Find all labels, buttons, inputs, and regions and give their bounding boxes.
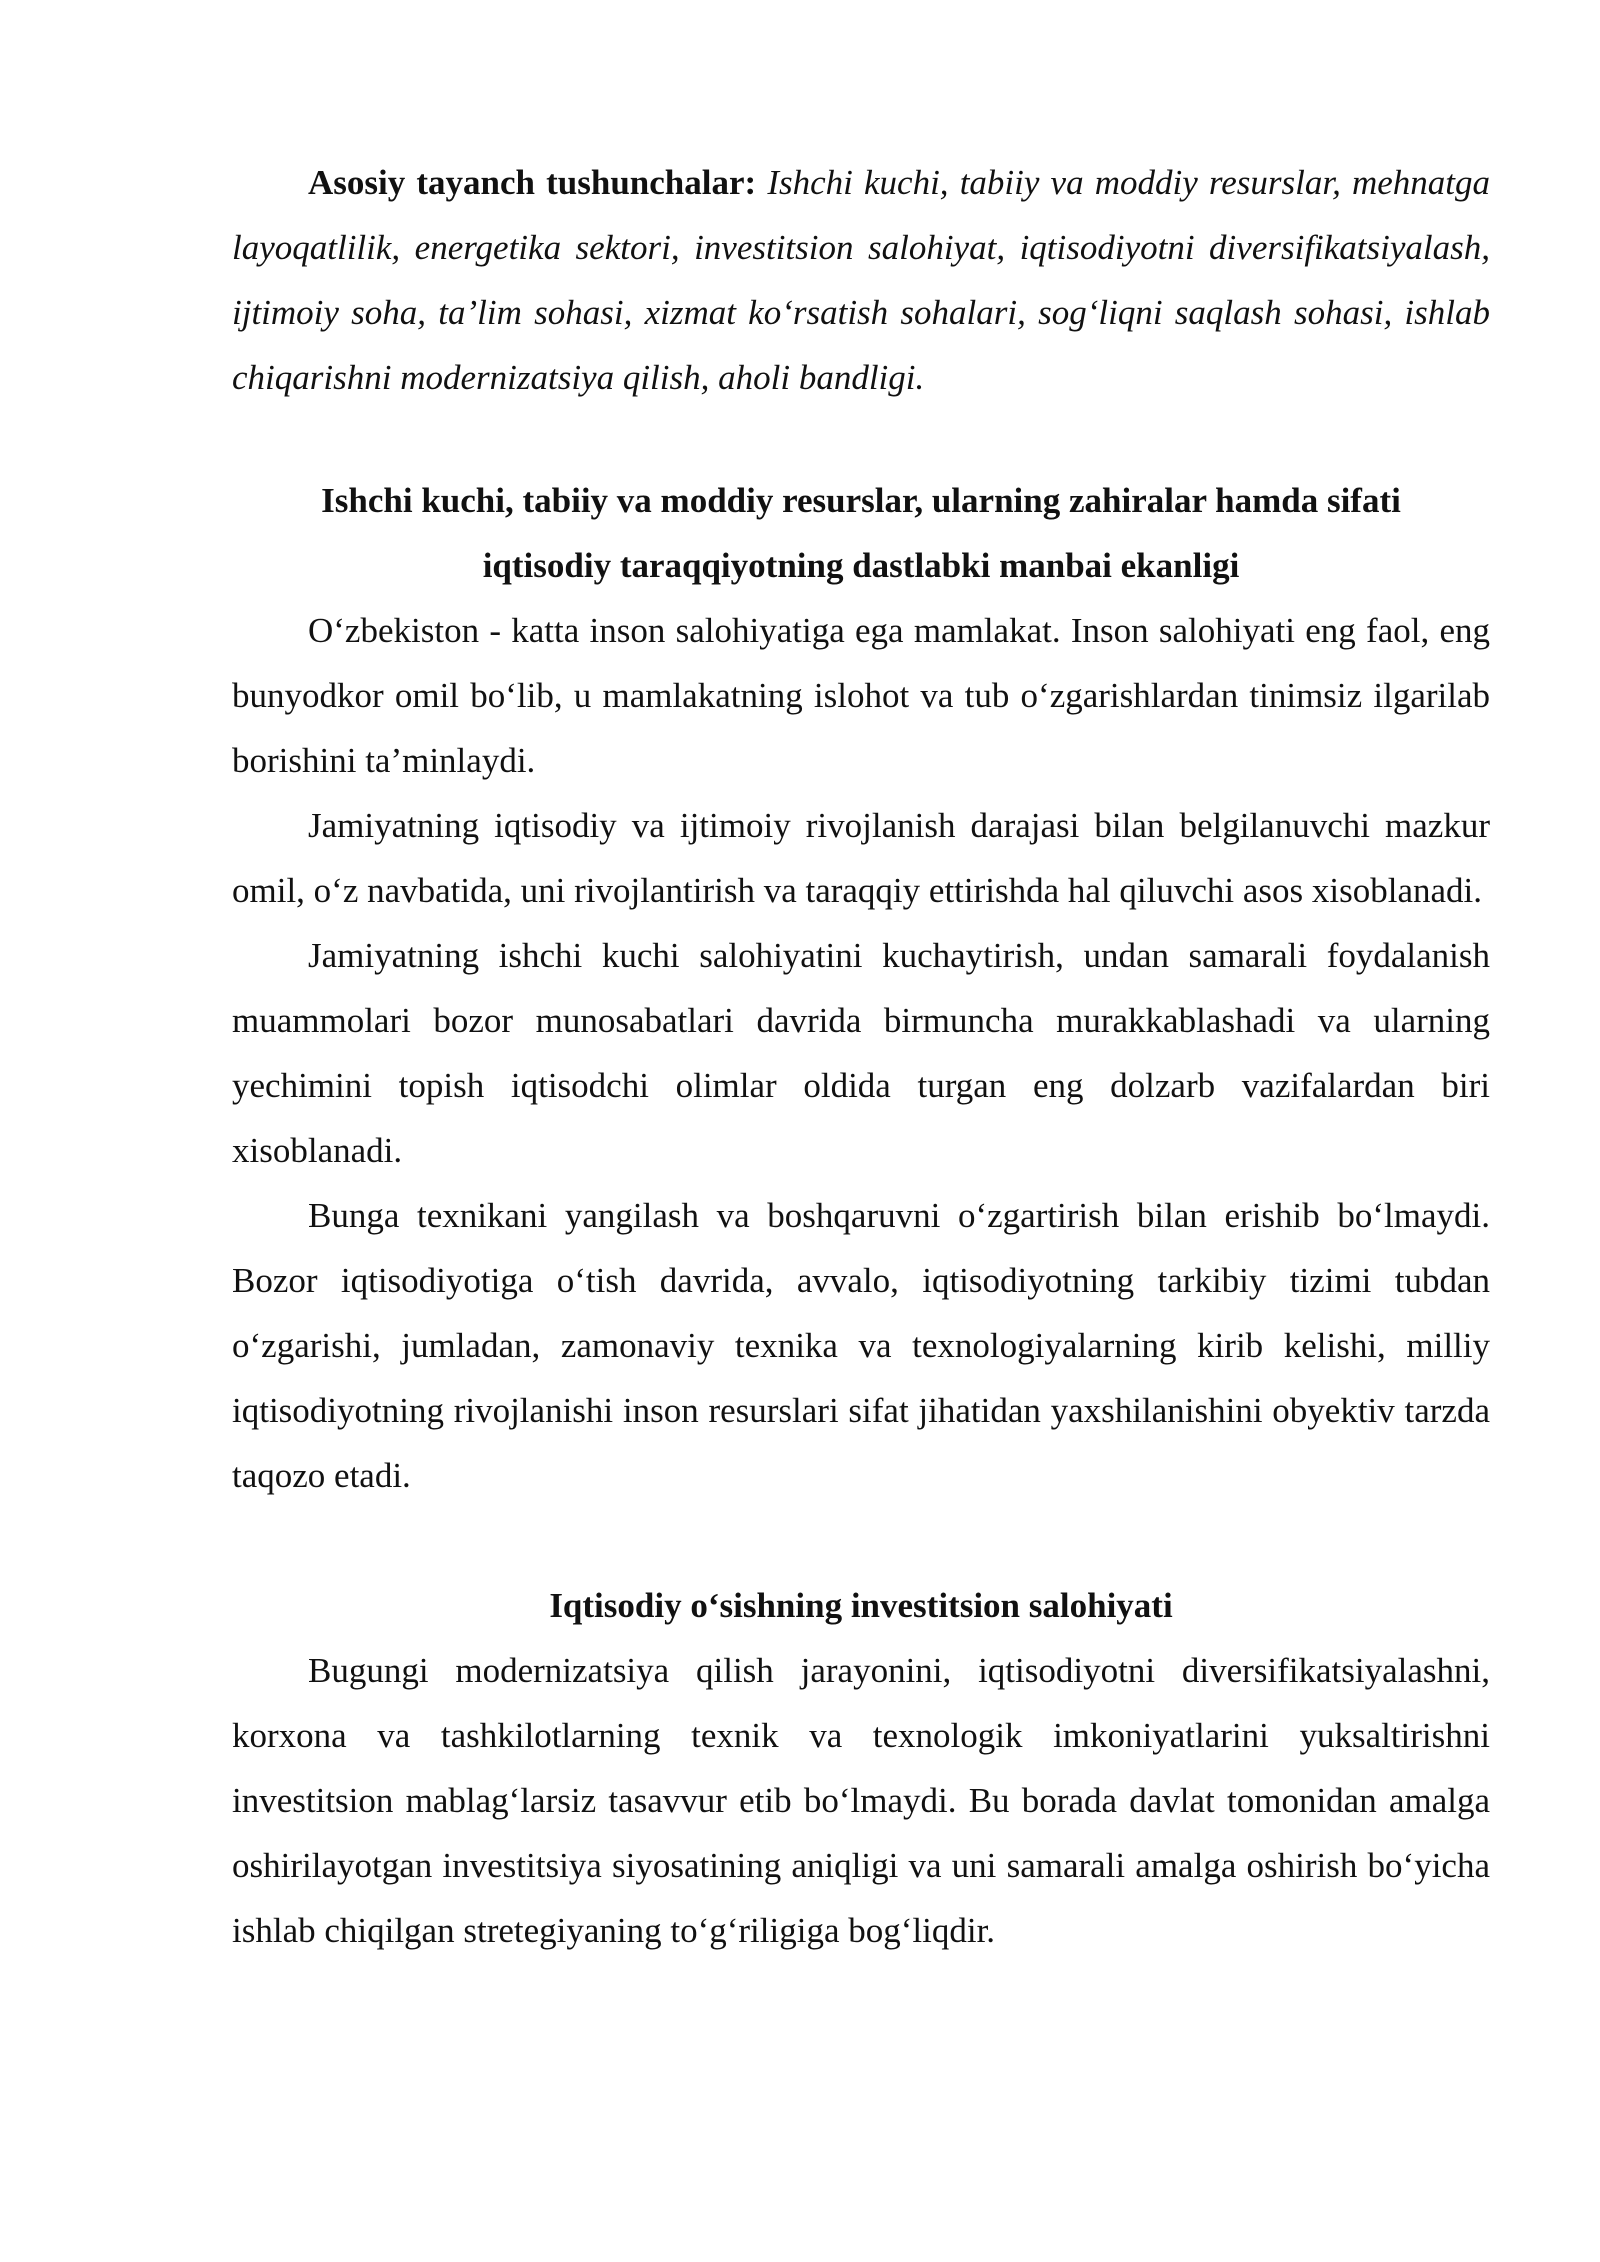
- section-heading-line-2: iqtisodiy taraqqiyotning dastlabki manbai ekanligi: [482, 546, 1240, 585]
- key-concepts-label: Asosiy tayanch tushunchalar:: [308, 163, 757, 202]
- body-paragraph: O‘zbekiston - katta inson salohiyatiga ega mamlakat. Inson salohiyati eng faol, eng bunyodkor omil bo‘lib, u mamlakatning islohot va tub o‘zgarishlardan tinimsiz ilgarilab borishini ta’minlaydi.: [232, 611, 1490, 780]
- section-heading-line-1: Ishchi kuchi, tabiiy va moddiy resurslar, ularning zahiralar hamda sifati: [321, 481, 1401, 520]
- spacer: [232, 410, 1490, 468]
- key-concepts-paragraph: [232, 150, 1490, 410]
- spacer: [232, 1508, 1490, 1573]
- body-paragraph: Bunga texnikani yangilash va boshqaruvni o‘zgartirish bilan erishib bo‘lmaydi. Bozor iqtisodiyotiga o‘tish davrida, avvalo, iqtisodiyotning tarkibiy tizimi tubdan o‘zgarishi, jumladan, zamonaviy texnika va texnologiyalarning kirib kelishi, milliy iqtisodiyotning rivojlanishi inson resurslari sifat jihatidan yaxshilanishini obyektiv tarzda taqozo etadi.: [232, 1196, 1490, 1495]
- key-concepts-terms: Ishchi kuchi, tabiiy va moddiy resurslar, mehnatga layoqatlilik, energetika sektori, investitsion salohiyat, iqtisodiyotni diversifikatsiyalash, ijtimoiy soha, ta’lim sohasi, xizmat ko‘rsatish sohalari, sog‘liqni saqlash sohasi, ishlab chiqarishni modernizatsiya qilish, aholi bandligi.: [232, 163, 1490, 397]
- body-paragraph: Bugungi modernizatsiya qilish jarayonini, iqtisodiyotni diversifikatsiyalashni, korxona va tashkilotlarning texnik va texnologik imkoniyatlarini yuksaltirishni investitsion mablag‘larsiz tasavvur etib bo‘lmaydi. Bu borada davlat tomonidan amalga oshirilayotgan investitsiya siyosatining aniqligi va uni samarali amalga oshirish bo‘yicha ishlab chiqilgan stretegiyaning to‘g‘riligiga bog‘liqdir.: [232, 1651, 1490, 1950]
- section-heading-investment: Iqtisodiy o‘sishning investitsion salohiyati: [549, 1586, 1173, 1625]
- body-paragraph: Jamiyatning iqtisodiy va ijtimoiy rivojlanish darajasi bilan belgilanuvchi mazkur omil, o‘z navbatida, uni rivojlantirish va taraqqiy ettirishda hal qiluvchi asos xisoblanadi.: [232, 806, 1490, 910]
- document-page: [232, 150, 1490, 1963]
- body-paragraph: Jamiyatning ishchi kuchi salohiyatini kuchaytirish, undan samarali foydalanish muammolari bozor munosabatlari davrida birmuncha murakkablashadi va ularning yechimini topish iqtisodchi olimlar oldida turgan eng dolzarb vazifalardan biri xisoblanadi.: [232, 936, 1490, 1170]
